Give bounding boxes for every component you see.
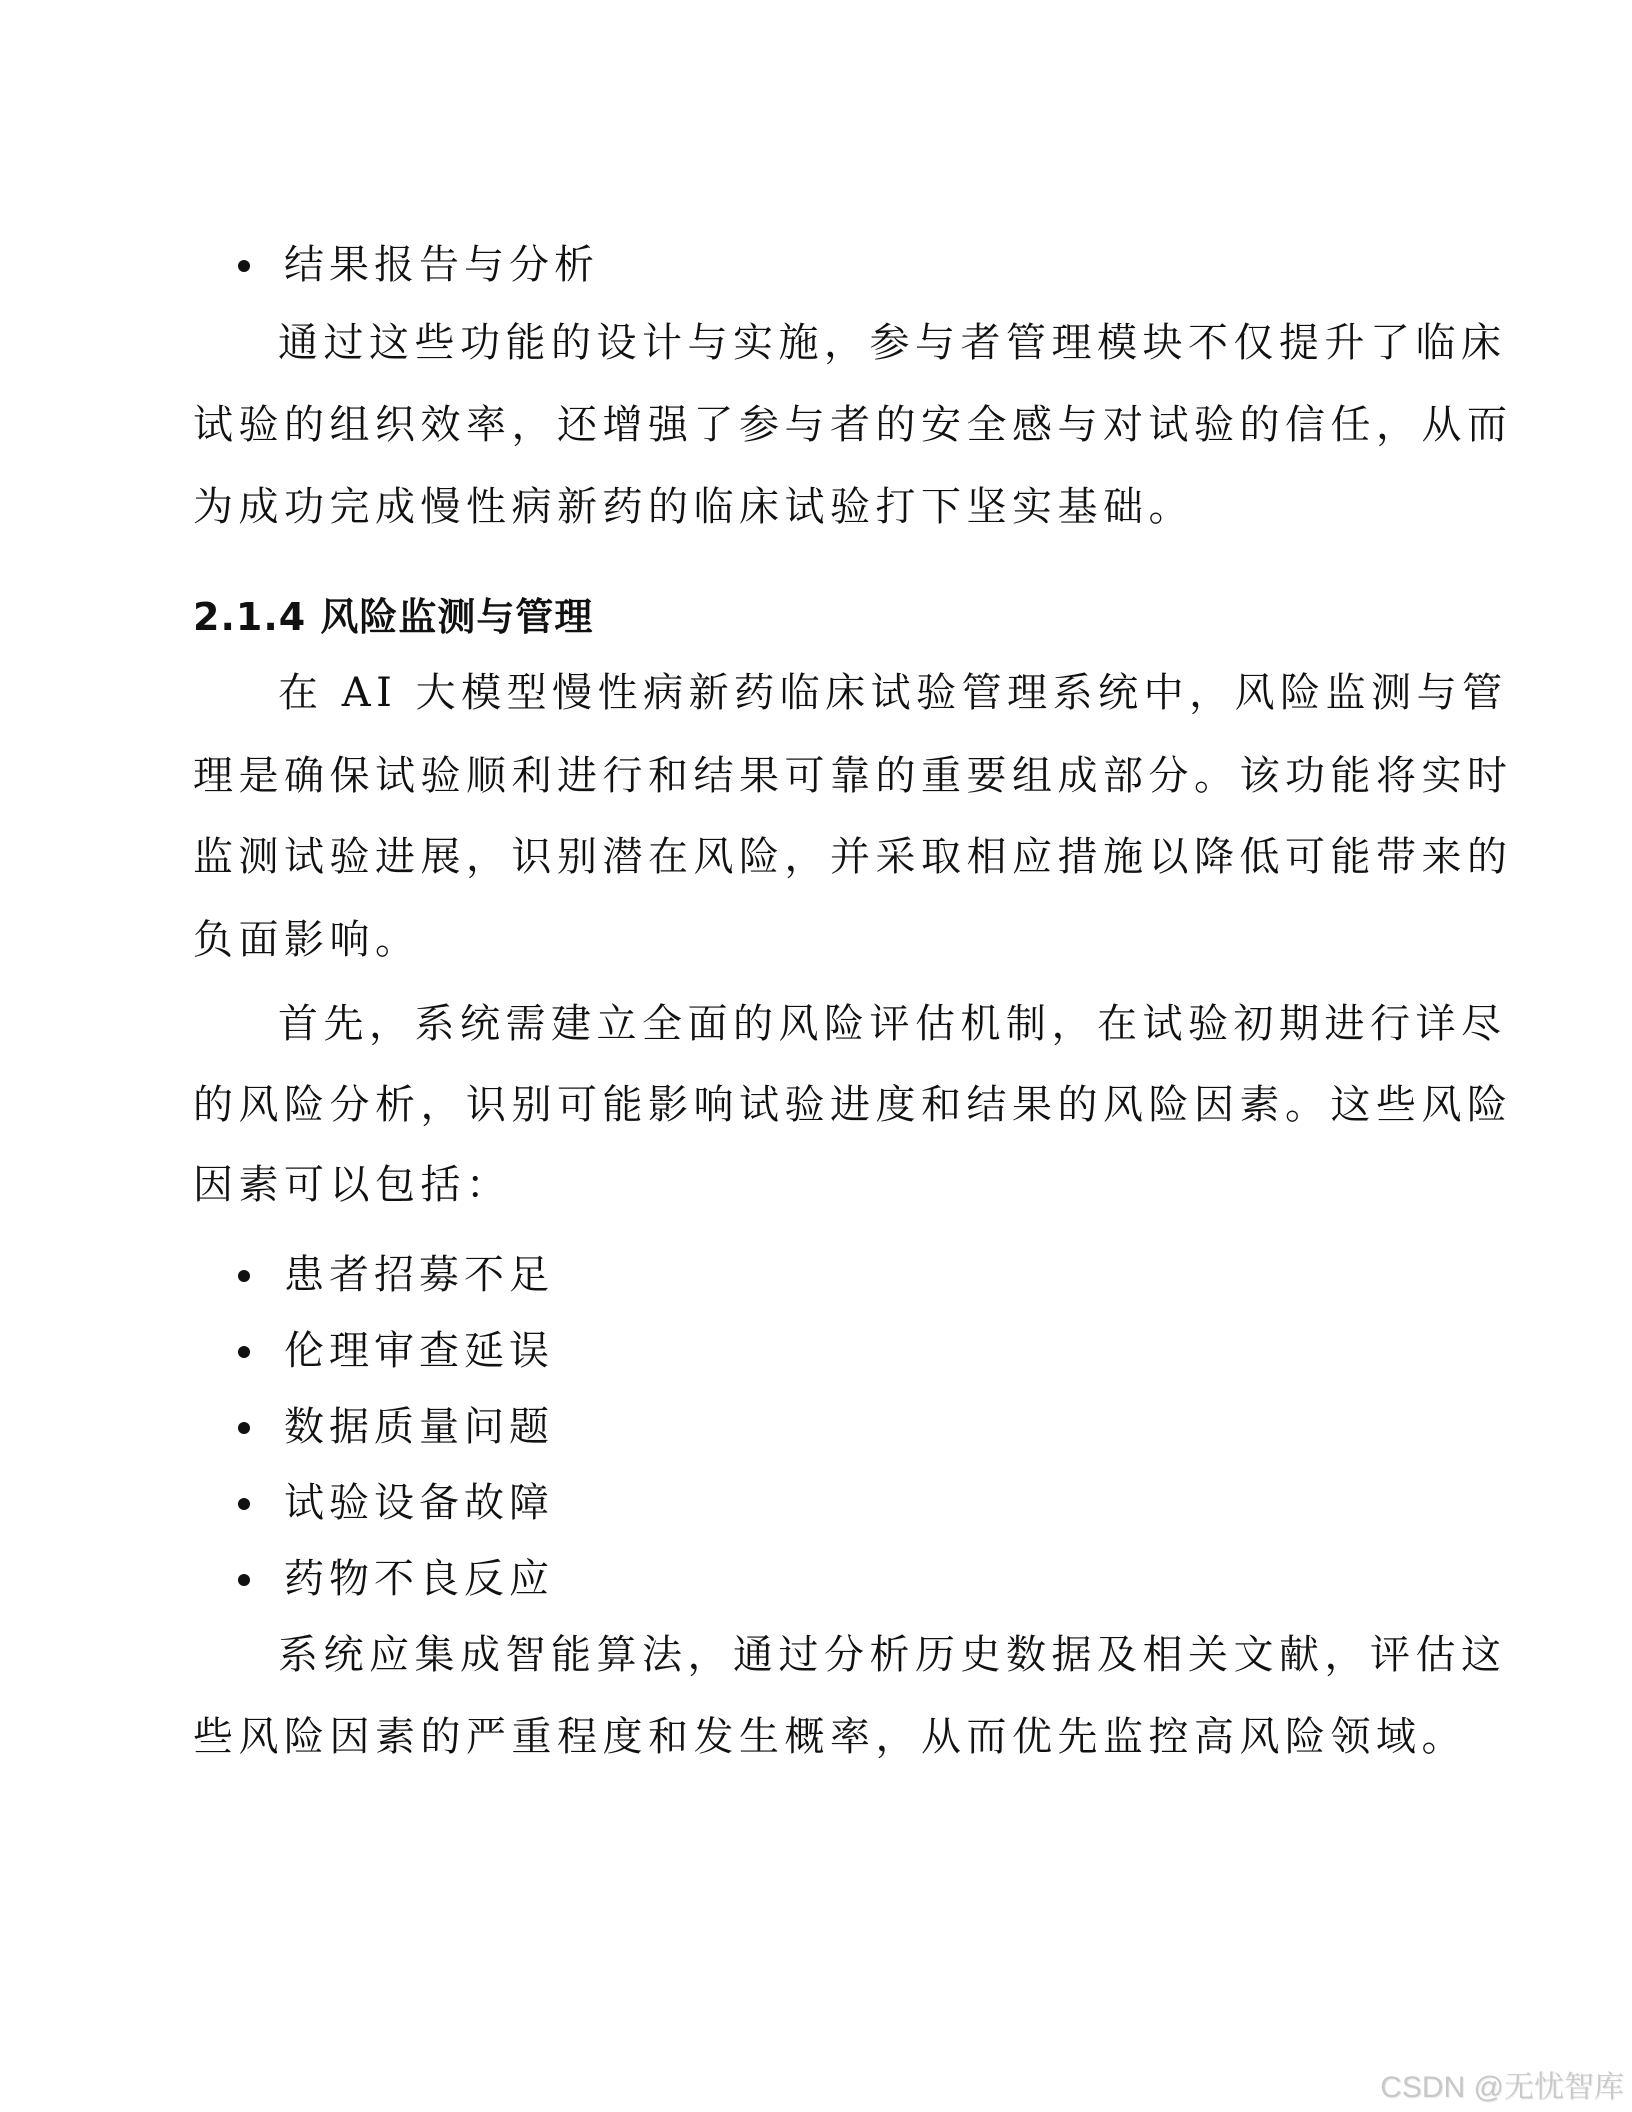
bullet-icon: [238, 260, 250, 272]
paragraph-line: 为成功完成慢性病新药的临床试验打下坚实基础。: [193, 484, 1194, 530]
section-heading: 2.1.4 风险监测与管理: [193, 595, 594, 639]
bullet-item-result-report: [238, 235, 599, 295]
paragraph-line: 监测试验进展，识别潜在风险，并采取相应措施以降低可能带来的: [193, 834, 1513, 880]
paragraph-line: 首先，系统需建立全面的风险评估机制，在试验初期进行详尽: [278, 1001, 1507, 1047]
paragraph-line: 理是确保试验顺利进行和结果可靠的重要组成部分。该功能将实时: [193, 753, 1513, 799]
watermark: CSDN @无忧智库: [1380, 2071, 1624, 2104]
paragraph-line: 系统应集成智能算法，通过分析历史数据及相关文献，评估这: [278, 1632, 1507, 1678]
paragraph-line: 负面影响。: [193, 917, 421, 963]
list-item: [238, 1245, 554, 1305]
list-item: [238, 1549, 554, 1609]
bullet-icon: [238, 1346, 250, 1358]
bullet-icon: [238, 1270, 250, 1282]
paragraph-line: 通过这些功能的设计与实施，参与者管理模块不仅提升了临床: [278, 320, 1507, 366]
paragraph-line: 在 AI 大模型慢性病新药临床试验管理系统中，风险监测与管: [278, 670, 1508, 716]
list-item: [238, 1397, 554, 1457]
list-item: [238, 1473, 554, 1533]
bullet-text: 结果报告与分析: [284, 242, 599, 288]
paragraph-line: 试验的组织效率，还增强了参与者的安全感与对试验的信任，从而: [193, 402, 1513, 448]
list-item-text: 数据质量问题: [284, 1404, 554, 1450]
paragraph-line: 些风险因素的严重程度和发生概率，从而优先监控高风险领域。: [193, 1714, 1467, 1760]
bullet-icon: [238, 1422, 250, 1434]
list-item-text: 患者招募不足: [284, 1252, 554, 1298]
paragraph-line: 的风险分析，识别可能影响试验进度和结果的风险因素。这些风险: [193, 1082, 1513, 1128]
list-item-text: 伦理审查延误: [284, 1328, 554, 1374]
list-item-text: 药物不良反应: [284, 1556, 554, 1602]
paragraph-line: 因素可以包括：: [193, 1162, 512, 1208]
bullet-icon: [238, 1498, 250, 1510]
list-item: [238, 1321, 554, 1381]
bullet-icon: [238, 1574, 250, 1586]
list-item-text: 试验设备故障: [284, 1480, 554, 1526]
